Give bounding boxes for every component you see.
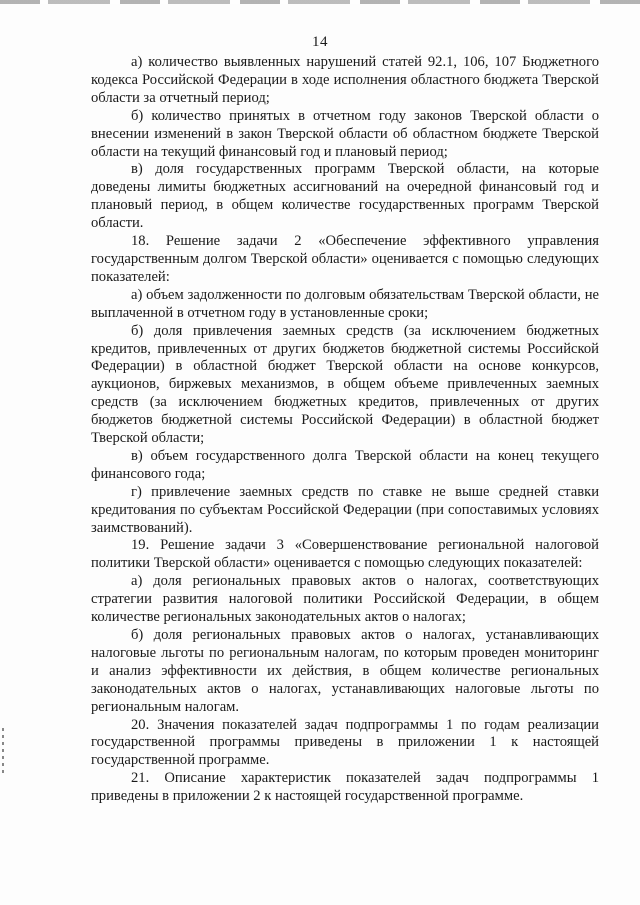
paragraph-19b: б) доля региональных правовых актов о налогах, устанавливающих налоговые льготы по региональным налогам, по которым проведен мониторинг и анализ эффективности их действия, в общем количестве региональных законодательных актов о налогах, устанавливающих налоговые льготы по региональным налогам. bbox=[91, 627, 599, 715]
scan-edge-artifact bbox=[0, 0, 640, 4]
page-number: 14 bbox=[312, 34, 328, 50]
paragraph-3c: в) доля государственных программ Тверской области, на которые доведены лимиты бюджетных ассигнований на очередной финансовый год и плановый период, в общем количестве государственных программ Тверской области. bbox=[91, 161, 599, 232]
paragraph-3b: б) количество принятых в отчетном году законов Тверской области о внесении изменений в закон Тверской области об областном бюджете Тверской области на текущий финансовый год и плановый период; bbox=[91, 107, 599, 160]
paragraph-19: 19. Решение задачи 3 «Совершенствование региональной налоговой политики Тверской области» оценивается с помощью следующих показателей: bbox=[91, 537, 599, 572]
paragraph-18a: а) объем задолженности по долговым обязательствам Тверской области, не выплаченной в отчетном году в установленные сроки; bbox=[91, 286, 599, 321]
paragraph-18d: г) привлечение заемных средств по ставке не выше средней ставки кредитования по субъектам Российской Федерации (при сопоставимых условиях заимствований). bbox=[91, 483, 599, 536]
paragraph-18: 18. Решение задачи 2 «Обеспечение эффективного управления государственным долгом Тверской области» оценивается с помощью следующих показателей: bbox=[91, 233, 599, 285]
paragraph-3a: а) количество выявленных нарушений статей 92.1, 106, 107 Бюджетного кодекса Российской Федерации в ходе исполнения областного бюджета Тверской области за отчетный период; bbox=[91, 54, 599, 106]
paragraph-20: 20. Значения показателей задач подпрограммы 1 по годам реализации государственной программы приведены в приложении 1 к настоящей государственной программе. bbox=[91, 716, 599, 769]
paragraph-19a: а) доля региональных правовых актов о налогах, соответствующих стратегии развития налоговой политики Российской Федерации, в общем количестве региональных законодательных актов о налогах; bbox=[91, 573, 599, 626]
scan-margin-artifact bbox=[2, 728, 4, 776]
paragraph-18b: б) доля привлечения заемных средств (за исключением бюджетных кредитов, привлеченных от других бюджетов бюджетной системы Российской Федерации) в областной бюджет Тверской области на основе конкурсов, аукционов, биржевых механизмов, в общем объеме привлеченных заемных средств (за исключением бюджетных кредитов, привлеченных от других бюджетов бюджетной системы Российской Федерации) в областной бюджет Тверской области; bbox=[91, 322, 599, 447]
paragraph-18c: в) объем государственного долга Тверской области на конец текущего финансового года; bbox=[91, 447, 599, 482]
paragraph-21: 21. Описание характеристик показателей задач подпрограммы 1 приведены в приложении 2 к настоящей государственной программе. bbox=[91, 770, 599, 805]
document-body bbox=[91, 54, 599, 806]
